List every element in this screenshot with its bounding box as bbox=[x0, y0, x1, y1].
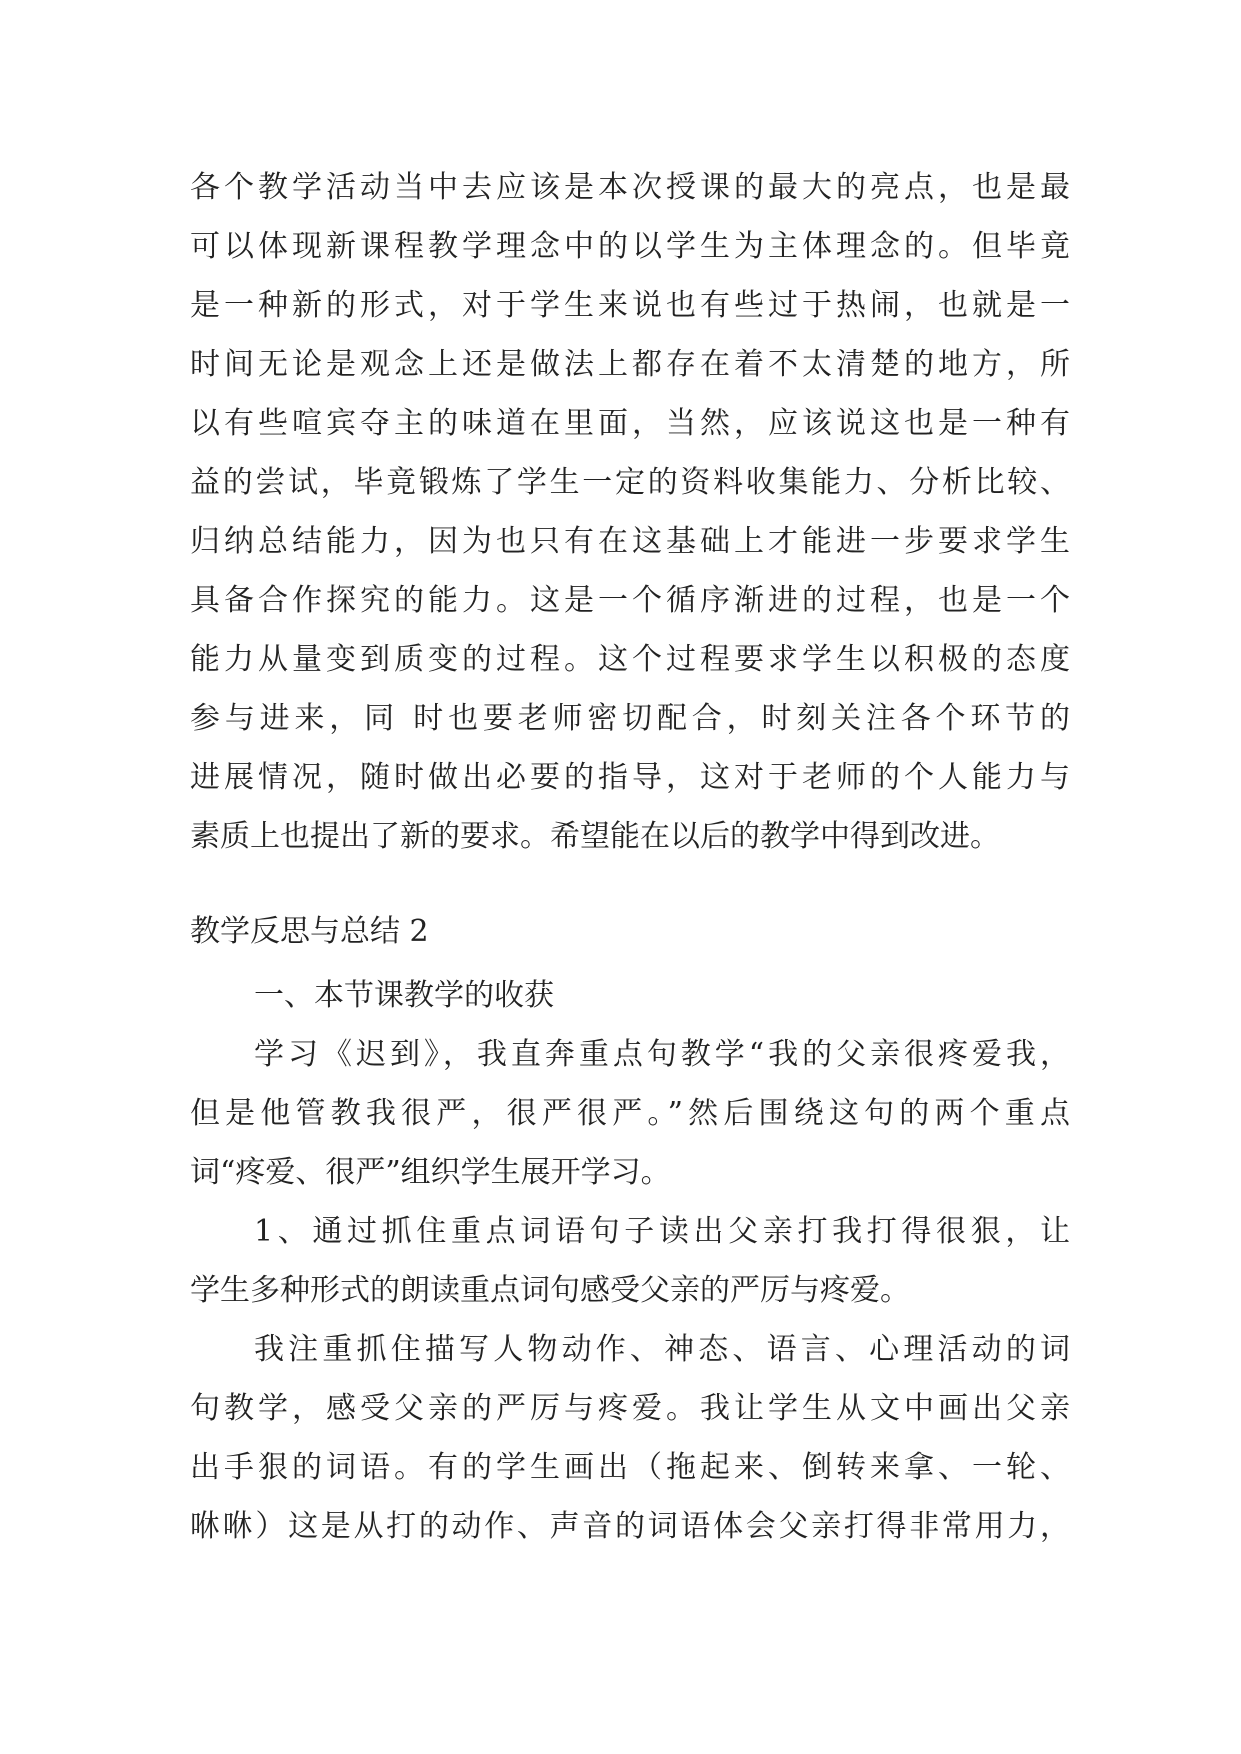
text-line: 1、通过抓住重点词语句子读出父亲打我打得很狠，让 bbox=[254, 1214, 1070, 1249]
text-line: 具备合作探究的能力。这是一个循序渐进的过程，也是一个 bbox=[190, 583, 1070, 618]
section-title: 教学反思与总结 2 bbox=[190, 914, 429, 949]
text-line: 学生多种形式的朗读重点词句感受父亲的严厉与疼爱。 bbox=[190, 1273, 910, 1308]
text-line: 益的尝试，毕竟锻炼了学生一定的资料收集能力、分析比较、 bbox=[190, 465, 1070, 500]
text-line: 进展情况，随时做出必要的指导，这对于老师的个人能力与 bbox=[190, 760, 1070, 795]
section-heading-block bbox=[190, 902, 1070, 961]
text-line: 句教学，感受父亲的严厉与疼爱。我让学生从文中画出父亲 bbox=[190, 1391, 1070, 1426]
text-line: 素质上也提出了新的要求。希望能在以后的教学中得到改进。 bbox=[190, 819, 1000, 854]
text-line: 归纳总结能力，因为也只有在这基础上才能进一步要求学生 bbox=[190, 524, 1070, 559]
text-line: 学习《迟到》，我直奔重点句教学“我的父亲很疼爱我， bbox=[254, 1037, 1070, 1072]
text-line: 咻咻）这是从打的动作、声音的词语体会父亲打得非常用力， bbox=[190, 1509, 1070, 1544]
text-line: 各个教学活动当中去应该是本次授课的最大的亮点，也是最 bbox=[190, 170, 1070, 205]
paragraph-reflection bbox=[190, 158, 1070, 866]
text-line: 可以体现新课程教学理念中的以学生为主体理念的。但毕竟 bbox=[190, 229, 1070, 264]
text-line: 以有些喧宾夺主的味道在里面，当然，应该说这也是一种有 bbox=[190, 406, 1070, 441]
text-line: 时间无论是观念上还是做法上都存在着不太清楚的地方，所 bbox=[190, 347, 1070, 382]
text-line: 词“疼爱、很严”组织学生展开学习。 bbox=[190, 1155, 671, 1190]
text-line: 参与进来，同 时也要老师密切配合，时刻关注各个环节的 bbox=[190, 701, 1070, 736]
section-body bbox=[190, 966, 1070, 1556]
text-line: 是一种新的形式，对于学生来说也有些过于热闹，也就是一 bbox=[190, 288, 1070, 323]
subheading: 一、本节课教学的收获 bbox=[254, 978, 554, 1013]
text-line: 但是他管教我很严，很严很严。”然后围绕这句的两个重点 bbox=[190, 1096, 1070, 1131]
text-line: 出手狠的词语。有的学生画出（拖起来、倒转来拿、一轮、 bbox=[190, 1450, 1070, 1485]
text-line: 能力从量变到质变的过程。这个过程要求学生以积极的态度 bbox=[190, 642, 1070, 677]
text-line: 我注重抓住描写人物动作、神态、语言、心理活动的词 bbox=[254, 1332, 1070, 1367]
